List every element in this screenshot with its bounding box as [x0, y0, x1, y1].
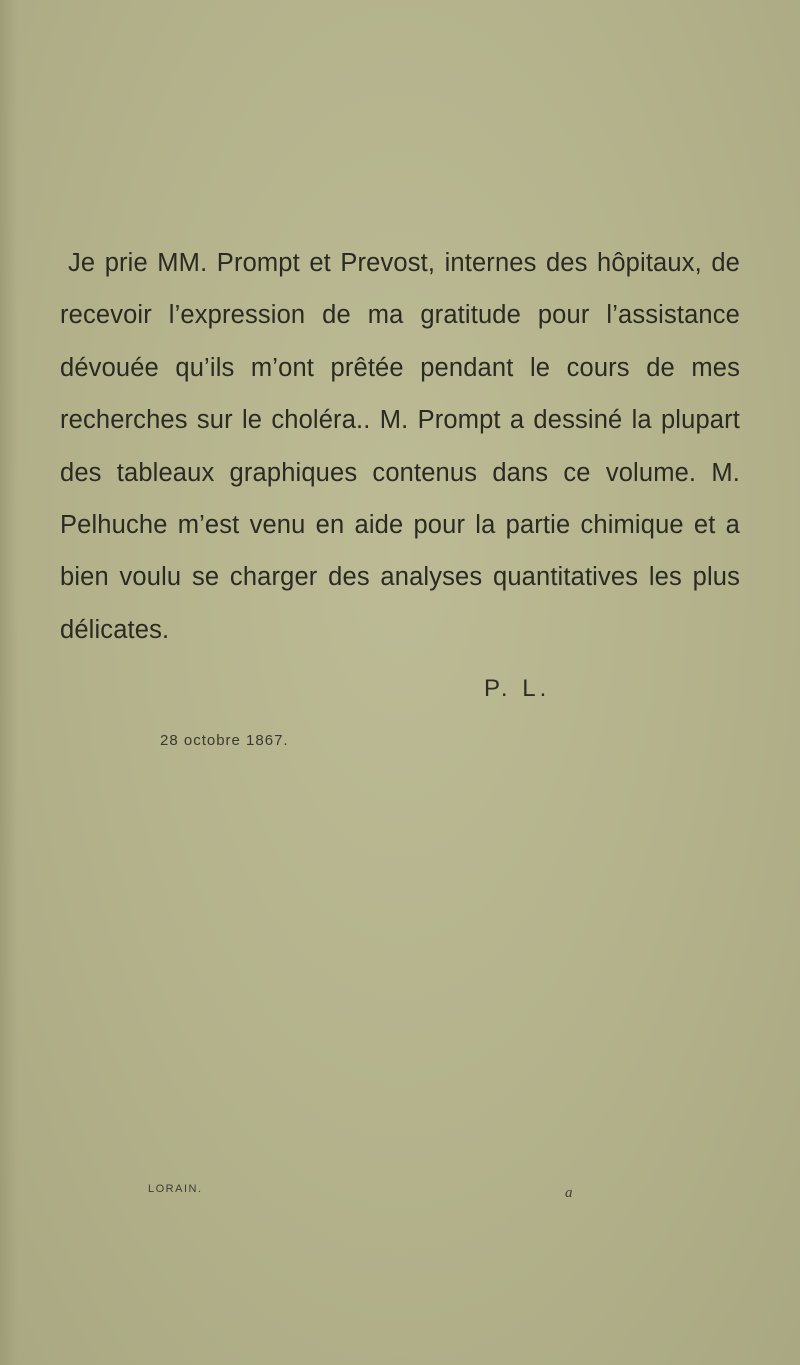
author-initials: P. L.: [484, 675, 551, 702]
footer-signature-mark: LORAIN.: [148, 1183, 203, 1195]
footer-sheet-mark: a: [565, 1185, 573, 1201]
acknowledgement-paragraph: Je prie MM. Prompt et Prevost, internes des hôpitaux, de recevoir l’expression de ma gratitude pour l’assistance dévouée qu’ils m’ont prêtée pendant le cours de mes recherches sur le choléra.. M. Prompt a dessiné la plupart des tableaux graphiques contenus dans ce volume. M. Pelhuche m’est venu en aide pour la partie chimique et a bien voulu se charger des analyses quantitatives les plus délicates.: [60, 249, 740, 644]
date-line: 28 octobre 1867.: [160, 732, 289, 749]
page-edge-shadow: [0, 0, 18, 1365]
